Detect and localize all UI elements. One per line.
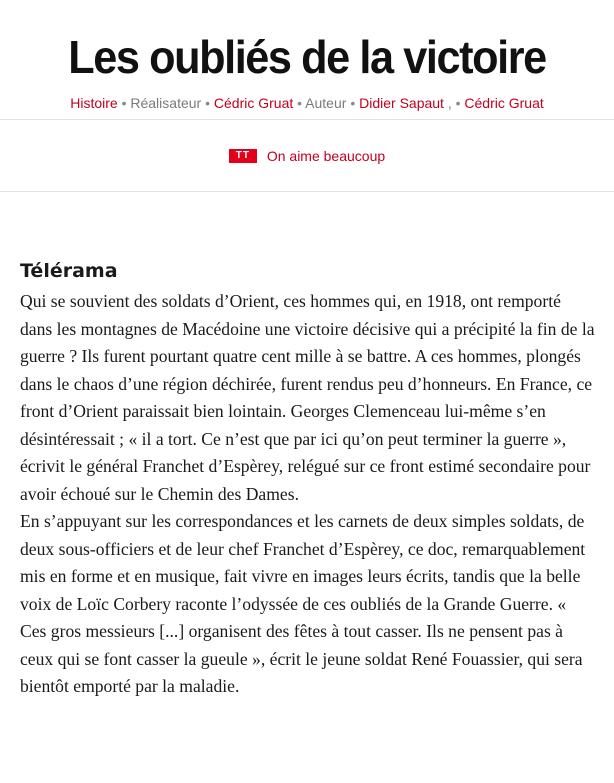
bullet-separator: •	[205, 95, 210, 111]
director-role: Réalisateur	[130, 95, 202, 111]
review	[20, 258, 596, 701]
bullet-separator: •	[297, 95, 303, 111]
author-separator: ,	[447, 95, 452, 111]
rating-label: On aime beaucoup	[266, 147, 386, 164]
review-paragraph: Qui se souvient des soldats d’Orient, ces hommes qui, en 1918, ont remporté dans les montagnes de Macédoine une victoire décisive qui a précipité la fin de la guerre ? Ils furent pourtant quatre cent mille à se battre. A ces hommes, plongés dans le chaos d’une région déchirée, furent rendus peu d’honneurs. En France, ce front d’Orient paraissait bien lointain. Georges Clemenceau lui-même s’en désintéressait ; « il a tort. Ce n’est que par ici qu’on peut terminer la guerre », écrivit le général Franchet d’Espèrey, relégué sur ce front estimé secondaire pour avoir échoué sur le Chemin des Dames.	[20, 291, 595, 504]
page-header	[0, 0, 614, 120]
bullet-separator: •	[455, 95, 461, 111]
page-title: Les oubliés de la victoire	[68, 31, 546, 83]
telerama-rating-badge-icon: TT	[229, 149, 257, 163]
credits-line	[0, 94, 614, 112]
rating	[229, 148, 385, 164]
author-link-1[interactable]: Didier Sapaut	[359, 95, 444, 111]
review-source: Télérama	[20, 260, 118, 282]
author-link-2[interactable]: Cédric Gruat	[464, 95, 544, 111]
rating-bar	[0, 120, 614, 192]
genre-link[interactable]: Histoire	[70, 95, 118, 111]
director-link[interactable]: Cédric Gruat	[213, 95, 294, 111]
bullet-separator: •	[121, 95, 127, 111]
review-paragraph: En s’appuyant sur les correspondances et les carnets de deux simples soldats, de deux sous-officiers et de leur chef Franchet d’Espèrey, ce doc, remarquablement mis en forme et en musique, fait vivre en images leurs écrits, tandis que la belle voix de Loïc Corbery raconte l’odyssée de ces oubliés de la Grande Guerre. « Ces gros messieurs [...] organisent des fêtes à tout casser. Ils ne pensent pas à ceux qui se font casser la gueule », écrit le jeune soldat René Fouassier, qui sera bientôt emporté par la maladie.	[20, 511, 586, 696]
bullet-separator: •	[350, 95, 356, 111]
author-role: Auteur	[305, 95, 347, 111]
